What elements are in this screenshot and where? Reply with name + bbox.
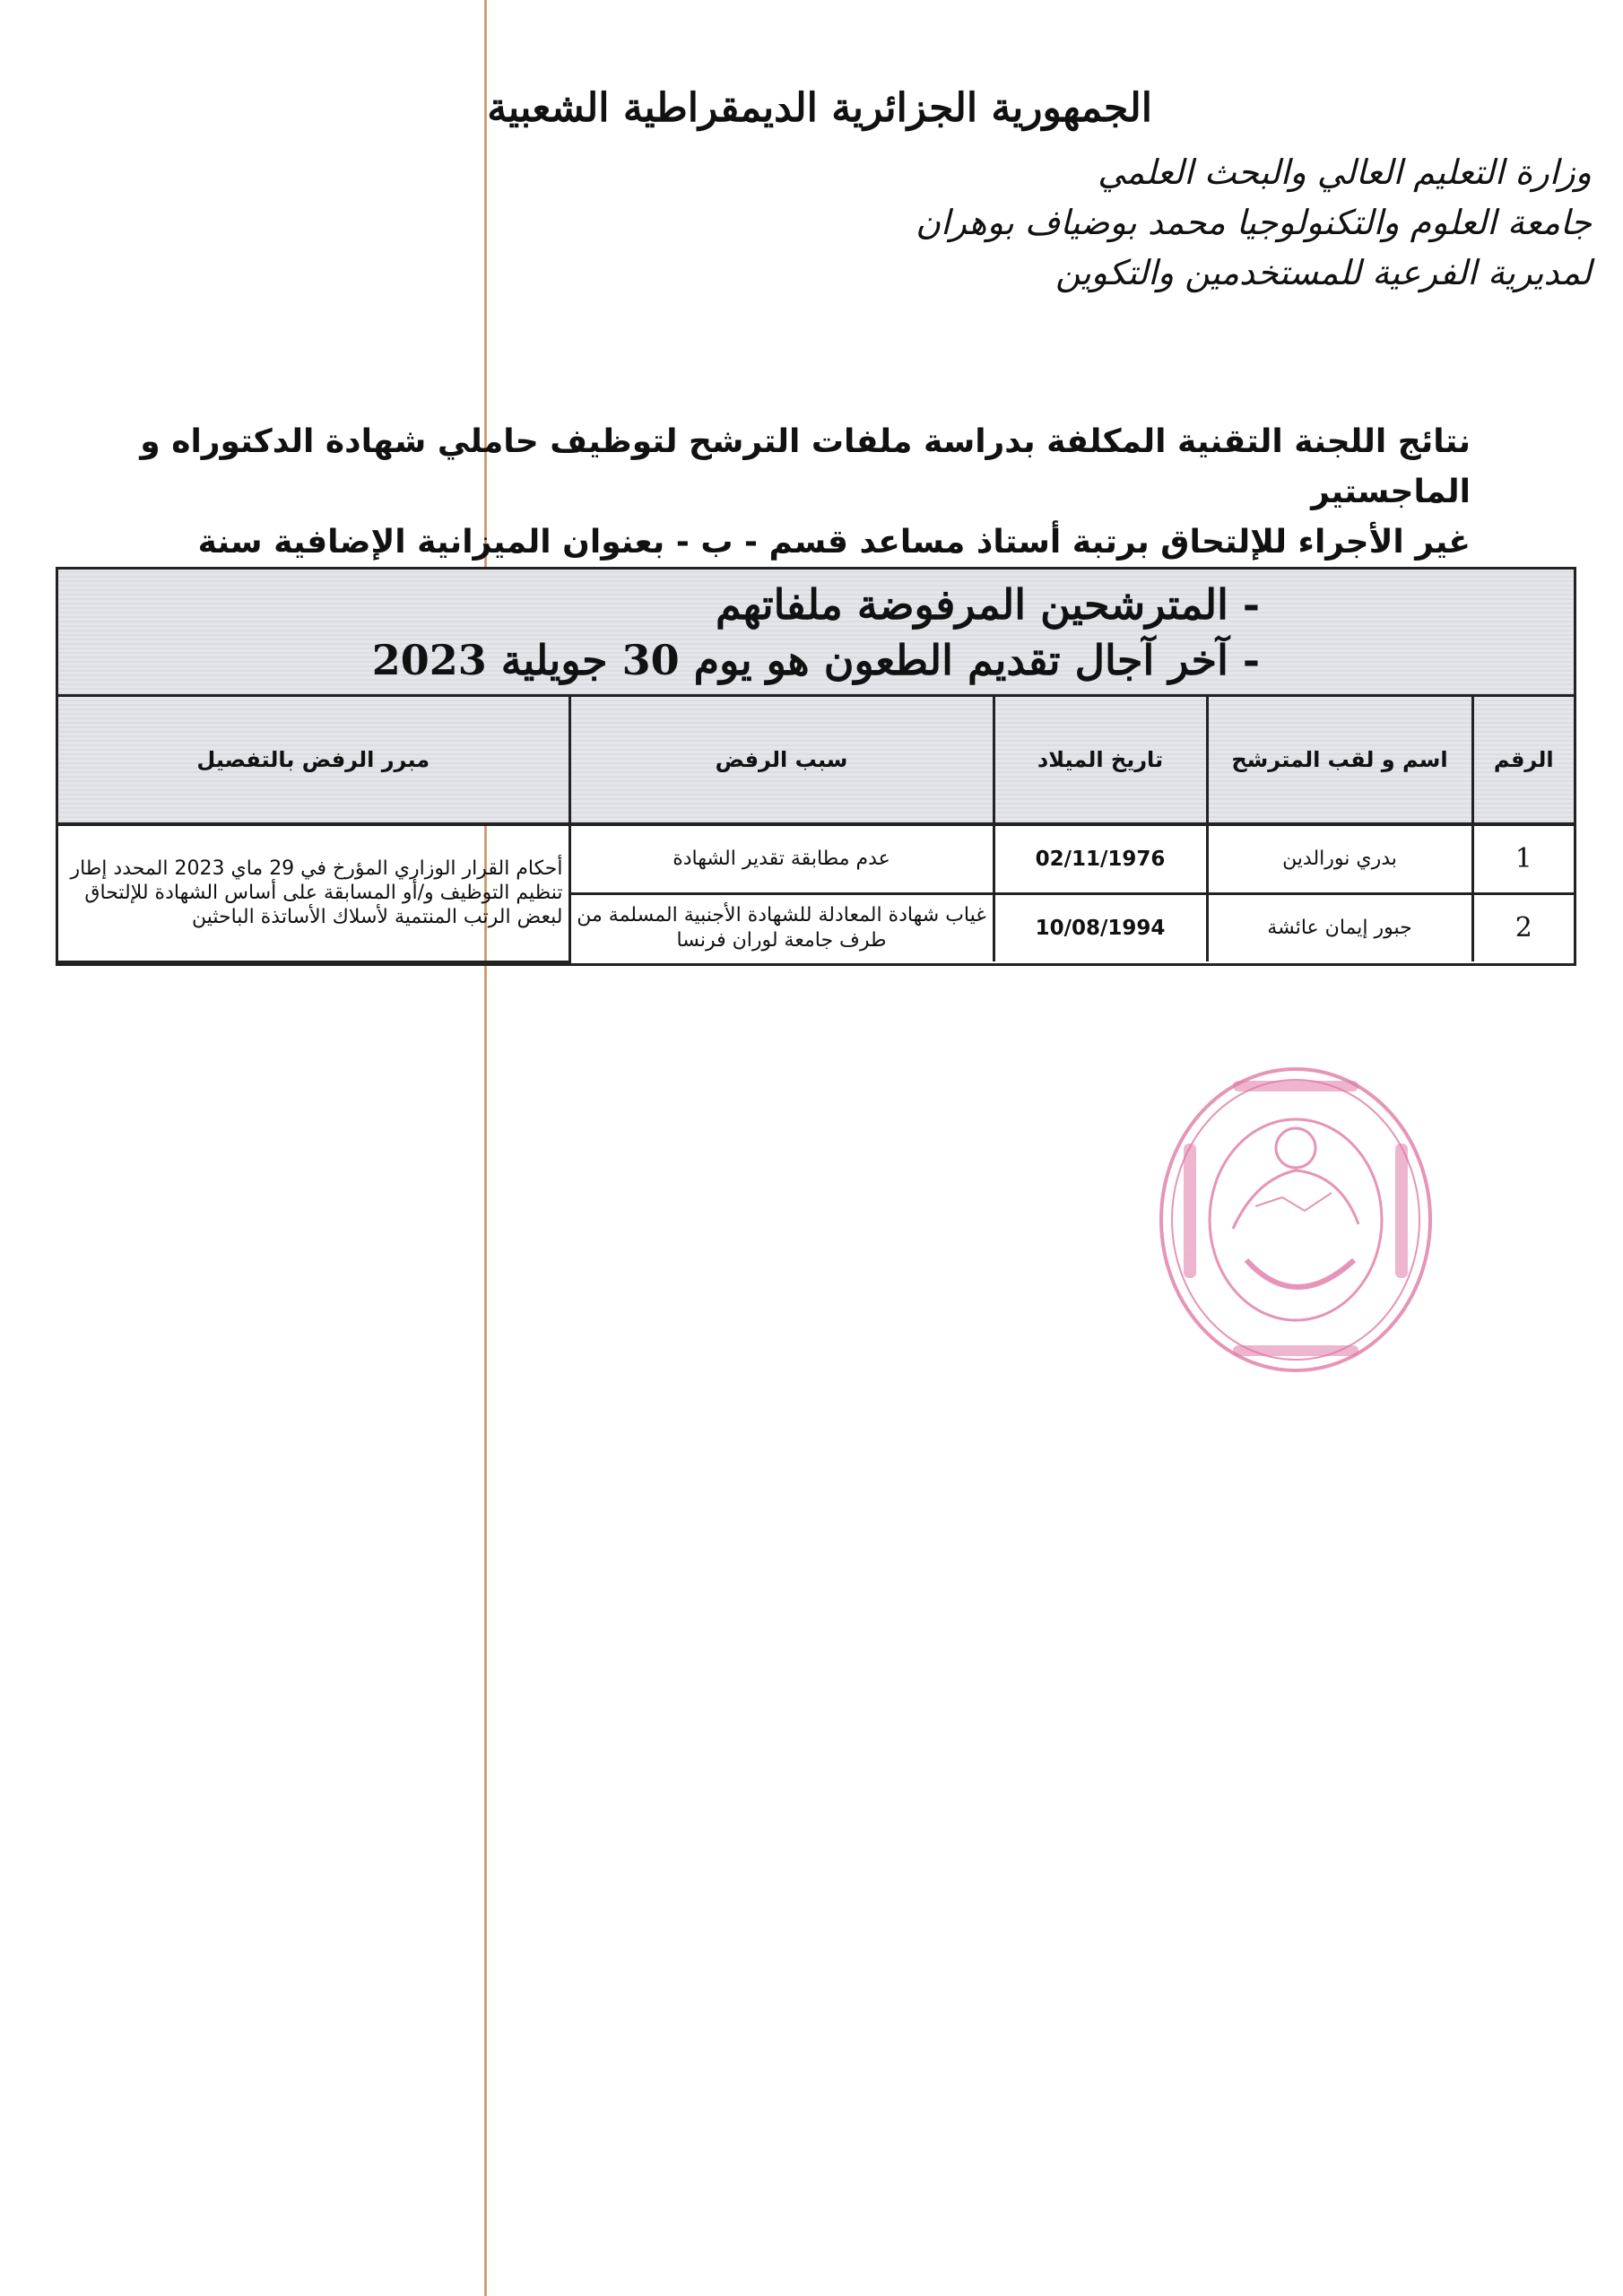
candidate-birthdate: 10/08/1994 (994, 894, 1207, 962)
candidate-name: بدري نورالدين (1207, 824, 1472, 894)
results-table (58, 697, 1574, 963)
candidate-birthdate: 02/11/1976 (994, 824, 1207, 894)
header-reason: سبب الرفض (569, 697, 994, 824)
title-line-1: نتائج اللجنة التقنية المكلفة بدراسة ملفات الترشح لتوظيف حاملي شهادة الدكتوراه و الماجستير (140, 423, 1471, 510)
title-line-2: غير الأجراء للإلتحاق برتبة أستاذ مساعد قسم - ب - بعنوان الميزانية الإضافية سنة (197, 524, 1471, 561)
rejection-justification: أحكام القرار الوزاري المؤرخ في 29 ماي 2023 المحدد إطار تنظيم التوظيف و/أو المسابقة على أساس الشهادة للإلتحاق لبعض الرتب المنتمية لأسلاك الأساتذة الباحثين (58, 824, 569, 961)
table-banner (58, 570, 1574, 697)
letterhead (426, 85, 1592, 298)
header-number: الرقم (1472, 697, 1574, 824)
row-number: 1 (1472, 824, 1574, 894)
table-header-row (58, 697, 1574, 824)
rejected-candidates-table (56, 567, 1576, 966)
candidate-name: جبور إيمان عائشة (1207, 894, 1472, 962)
header-justification: مبرر الرفض بالتفصيل (58, 697, 569, 824)
university-name: جامعة العلوم والتكنولوجيا محمد بوضياف بوهران (916, 203, 1592, 242)
table-row (58, 824, 1574, 894)
country-name: الجمهورية الجزائرية الديمقراطية الشعبية (487, 85, 1152, 131)
ministry-name: وزارة التعليم العالي والبحث العلمي (1098, 152, 1592, 192)
official-stamp-icon (1148, 1045, 1444, 1386)
row-number: 2 (1472, 894, 1574, 962)
header-name: اسم و لقب المترشح (1207, 697, 1472, 824)
rejection-reason: غياب شهادة المعادلة للشهادة الأجنبية المسلمة من طرف جامعة لوران فرنسا (569, 894, 994, 962)
scan-artifact-line (484, 0, 487, 2296)
banner-line-1: - المترشحين المرفوضة ملفاتهم (716, 580, 1260, 629)
directorate-name: لمديرية الفرعية للمستخدمين والتكوين (1055, 253, 1592, 292)
banner-line-2: - آخر آجال تقديم الطعون هو يوم 30 جويلية 2023 (371, 636, 1260, 684)
rejection-reason: عدم مطابقة تقدير الشهادة (569, 824, 994, 894)
header-birthdate: تاريخ الميلاد (994, 697, 1207, 824)
